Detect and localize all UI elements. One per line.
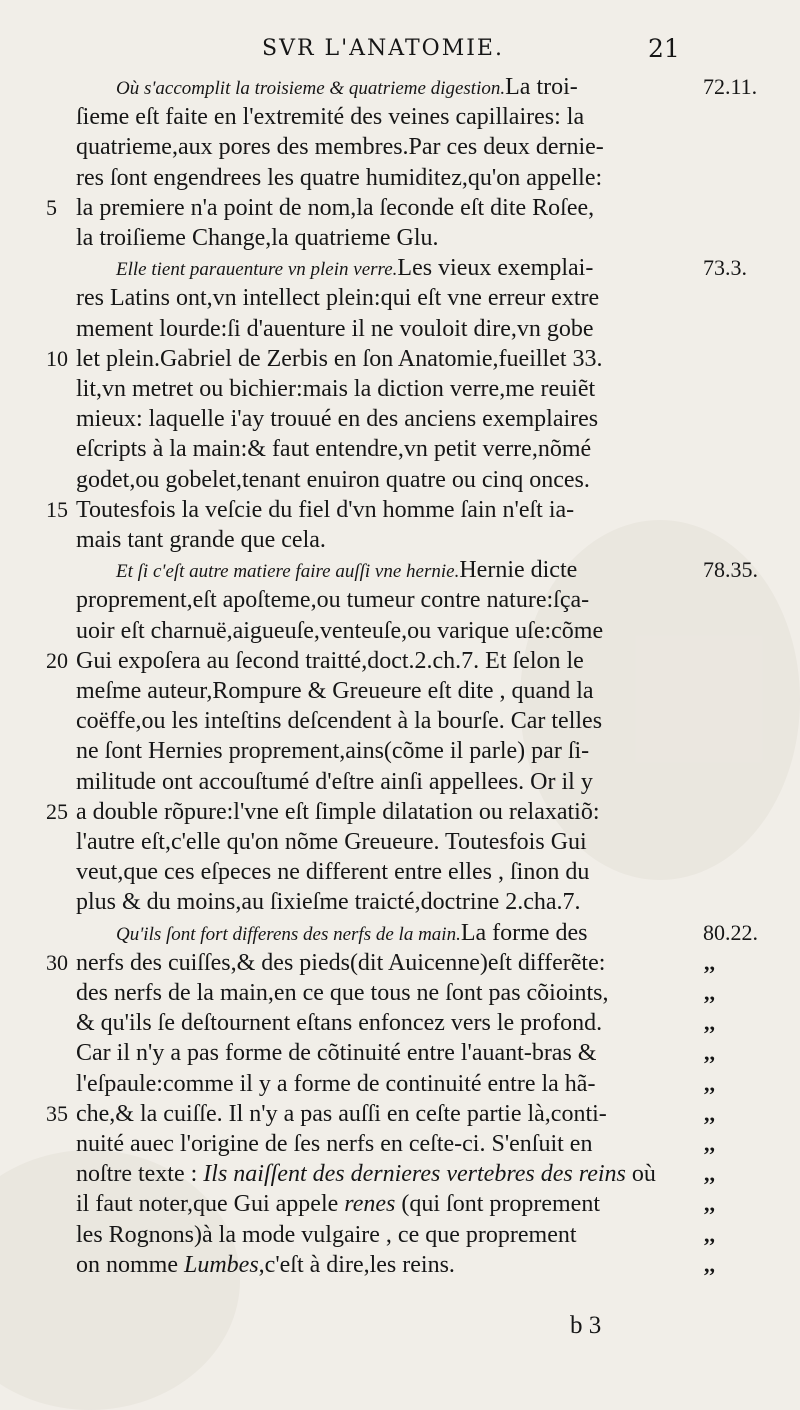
text-line xyxy=(76,404,696,434)
line-number: 10 xyxy=(46,345,68,371)
line-text: meſme auteur,Rompure & Greueure eſt dite , quand la xyxy=(76,678,594,704)
text-line xyxy=(76,1038,696,1068)
text-line xyxy=(76,525,696,555)
quotation-mark: ,, xyxy=(704,1221,715,1247)
quotation-mark: ,, xyxy=(704,1161,715,1187)
text-line xyxy=(76,616,696,646)
line-text-after: ,c'eſt à dire,les reins. xyxy=(258,1251,455,1278)
line-text: coëffe,ou les inteſtins deſcendent à la bourſe. Car telles xyxy=(76,708,603,735)
text-line xyxy=(76,102,696,132)
text-line xyxy=(76,706,696,736)
line-text: la premiere n'a point de nom,la ſeconde eſt dite Roſee, xyxy=(76,194,595,221)
text-line xyxy=(76,283,696,313)
line-text: Car il n'y a pas forme de cõtinuité entre l'auant-bras & xyxy=(76,1040,597,1067)
text-line xyxy=(116,253,696,283)
line-text: & qu'ils ſe deſtournent eſtans enfoncez vers le profond. xyxy=(76,1010,603,1037)
quotation-mark: ,, xyxy=(704,980,715,1005)
text-line xyxy=(116,72,696,102)
text-line xyxy=(76,465,696,495)
text-line xyxy=(76,1099,696,1129)
line-text: proprement,eſt apoſteme,ou tumeur contre nature:ſça- xyxy=(76,587,590,614)
lemma: Où s'accomplit la troisieme & quatrieme digestion. xyxy=(116,78,506,99)
line-text: on nomme xyxy=(76,1251,178,1278)
line-text: La troi- xyxy=(505,74,578,100)
line-number: 20 xyxy=(46,647,68,673)
line-text: la troiſieme Change,la quatrieme Glu. xyxy=(76,225,439,251)
line-text: plus & du moins,au ſixieſme traicté,doctrine 2.cha.7. xyxy=(76,889,581,916)
line-text: godet,ou gobelet,tenant enuiron quatre ou cinq onces. xyxy=(76,466,590,493)
line-text: Gui expoſera au ſecond traitté,doct.2.ch.7. Et ſelon le xyxy=(76,647,584,674)
text-line xyxy=(76,585,696,615)
text-line xyxy=(76,1189,696,1219)
line-text-after: où xyxy=(625,1161,656,1188)
line-number: 5 xyxy=(46,194,57,220)
text-line xyxy=(76,676,696,706)
line-text: lit,vn metret ou bichier:mais la diction verre,me reuiẽt xyxy=(76,376,596,402)
line-text: res ſont engendrees les quatre humiditez,qu'on appelle: xyxy=(76,164,603,191)
text-line xyxy=(76,978,696,1008)
line-text: l'autre eſt,c'elle qu'on nõme Greueure. Toutesfois Gui xyxy=(76,829,587,855)
text-line xyxy=(76,1220,696,1250)
italic-phrase: renes xyxy=(344,1191,396,1218)
line-text: mement lourde:ſi d'auenture il ne vouloit dire,vn gobe xyxy=(76,315,594,342)
text-line xyxy=(76,314,696,344)
text-line xyxy=(76,887,696,917)
quotation-mark: ,, xyxy=(704,1191,715,1217)
lemma: Qu'ils ſont fort differens des nerfs de la main. xyxy=(116,923,461,945)
line-text: La forme des xyxy=(460,919,588,946)
line-text: Hernie dicte xyxy=(459,557,578,584)
quotation-mark: ,, xyxy=(704,1040,715,1066)
text-line xyxy=(76,163,696,193)
italic-phrase: Ils naiſſent des dernieres vertebres des reins xyxy=(203,1161,626,1188)
line-text: militude ont accouſtumé d'eſtre ainſi appellees. Or il y xyxy=(76,768,593,795)
text-line xyxy=(116,918,696,948)
margin-reference: 78.35. xyxy=(703,557,758,583)
italic-phrase: Lumbes xyxy=(184,1251,259,1278)
line-text: noſtre texte : xyxy=(76,1161,198,1188)
text-line xyxy=(76,646,696,676)
line-text: il faut noter,que Gui appele xyxy=(76,1191,339,1218)
quotation-mark: ,, xyxy=(704,1010,715,1036)
line-text: veut,que ces eſpeces ne different entre elles , ſinon du xyxy=(76,859,590,886)
text-line xyxy=(76,374,696,404)
quotation-mark: ,, xyxy=(704,1070,715,1096)
line-text: ſieme eſt faite en l'extremité des veines capillaires: la xyxy=(76,104,585,131)
page-header xyxy=(0,34,800,74)
text-line xyxy=(76,767,696,797)
signature-mark: b 3 xyxy=(570,1312,602,1339)
text-line xyxy=(116,555,696,585)
text-line xyxy=(76,1250,696,1280)
text-line xyxy=(76,1008,696,1038)
margin-reference: 73.3. xyxy=(703,255,747,281)
text-line xyxy=(76,948,696,978)
line-number: 35 xyxy=(46,1100,68,1126)
text-line xyxy=(76,1159,696,1189)
line-text: res Latins ont,vn intellect plein:qui eſt vne erreur extre xyxy=(76,285,600,312)
text-line xyxy=(76,857,696,887)
line-text: che,& la cuiſſe. Il n'y a pas auſſi en ceſte partie là,conti- xyxy=(76,1100,607,1127)
line-text: nuité auec l'origine de ſes nerfs en ceſte-ci. S'enſuit en xyxy=(76,1131,593,1157)
text-line xyxy=(76,797,696,827)
text-line xyxy=(76,344,696,374)
line-text: quatrieme,aux pores des membres.Par ces deux dernie- xyxy=(76,134,604,161)
text-line xyxy=(76,223,696,253)
line-text: uoir eſt charnuë,aigueuſe,venteuſe,ou varique uſe:cõme xyxy=(76,617,604,644)
text-line xyxy=(76,827,696,857)
page-number: 21 xyxy=(648,34,680,63)
quotation-mark: ,, xyxy=(704,1131,715,1156)
line-text: a double rõpure:l'vne eſt ſimple dilatation ou relaxatiõ: xyxy=(76,798,600,825)
line-number: 30 xyxy=(46,949,68,975)
lemma: Elle tient parauenture vn plein verre. xyxy=(116,259,398,281)
lemma: Et ſi c'eſt autre matiere faire auſſi vne hernie. xyxy=(116,561,460,583)
text-line xyxy=(76,193,696,223)
running-head: SVR L'ANATOMIE. xyxy=(262,36,504,61)
line-number: 25 xyxy=(46,798,68,824)
line-text: les Rognons)à la mode vulgaire , ce que proprement xyxy=(76,1221,577,1248)
margin-reference: 72.11. xyxy=(703,74,758,99)
quotation-mark: ,, xyxy=(704,1100,715,1126)
text-line xyxy=(76,495,696,525)
line-text: eſcripts à la main:& faut entendre,vn petit verre,nõmé xyxy=(76,436,592,463)
text-line xyxy=(76,736,696,766)
quotation-mark: ,, xyxy=(704,1251,715,1277)
line-text: l'eſpaule:comme il y a forme de continuité entre la hã- xyxy=(76,1070,596,1097)
line-number: 15 xyxy=(46,496,68,522)
text-line xyxy=(76,132,696,162)
margin-reference: 80.22. xyxy=(703,919,758,945)
text-line xyxy=(76,1069,696,1099)
line-text: Toutesfois la veſcie du fiel d'vn homme ſain n'eſt ia- xyxy=(76,496,575,523)
line-text-after: (qui ſont proprement xyxy=(395,1191,600,1218)
line-text: mieux: laquelle i'ay trouué en des anciens exemplaires xyxy=(76,406,599,433)
line-text: Les vieux exemplai- xyxy=(397,255,594,282)
line-text: let plein.Gabriel de Zerbis en ſon Anatomie,fueillet 33. xyxy=(76,345,603,372)
line-text: ne ſont Hernies proprement,ains(cõme il parle) par ſi- xyxy=(76,738,590,765)
text-line xyxy=(76,434,696,464)
quotation-mark: ,, xyxy=(704,949,715,975)
line-text: mais tant grande que cela. xyxy=(76,527,326,553)
text-line xyxy=(76,1129,696,1159)
line-text: nerfs des cuiſſes,& des pieds(dit Auicenne)eſt differẽte: xyxy=(76,949,606,976)
line-text: des nerfs de la main,en ce que tous ne ſont pas cõioints, xyxy=(76,980,609,1006)
